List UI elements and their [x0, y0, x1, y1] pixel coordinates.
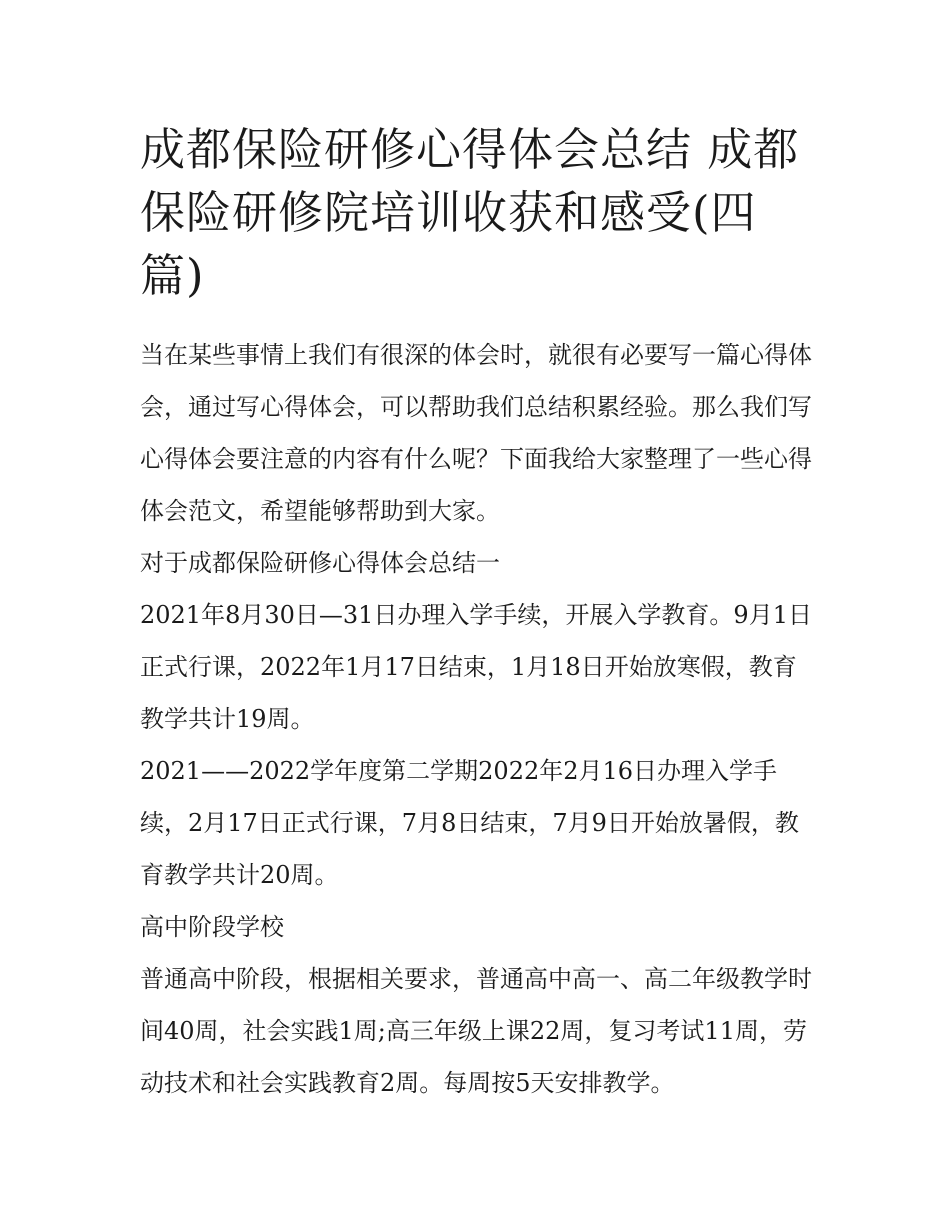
- document-body: [140, 118, 812, 1109]
- schedule-paragraph-second-term: 2021——2022学年度第二学期2022年2月16日办理入学手续，2月17日正式行课，7月8日结束，7月9日开始放暑假，教育教学共计20周。: [140, 757, 799, 889]
- section-heading: 对于成都保险研修心得体会总结一: [140, 549, 500, 577]
- document-title: 成都保险研修心得体会总结 成都保险研修院培训收获和感受(四篇): [140, 123, 800, 302]
- high-school-paragraph: 普通高中阶段，根据相关要求，普通高中高一、高二年级教学时间40周，社会实践1周;高三年级上课22周，复习考试11周，劳动技术和社会实践教育2周。每周按5天安排教学。: [140, 965, 812, 1097]
- subsection-heading: 高中阶段学校: [140, 913, 284, 941]
- intro-paragraph: 当在某些事情上我们有很深的体会时，就很有必要写一篇心得体会，通过写心得体会，可以帮助我们总结积累经验。那么我们写心得体会要注意的内容有什么呢？下面我给大家整理了一些心得体会范文，希望能够帮助到大家。: [140, 341, 812, 525]
- schedule-paragraph-first-term: 2021年8月30日—31日办理入学手续，开展入学教育。9月1日正式行课，2022年1月17日结束，1月18日开始放寒假，教育教学共计19周。: [140, 601, 812, 733]
